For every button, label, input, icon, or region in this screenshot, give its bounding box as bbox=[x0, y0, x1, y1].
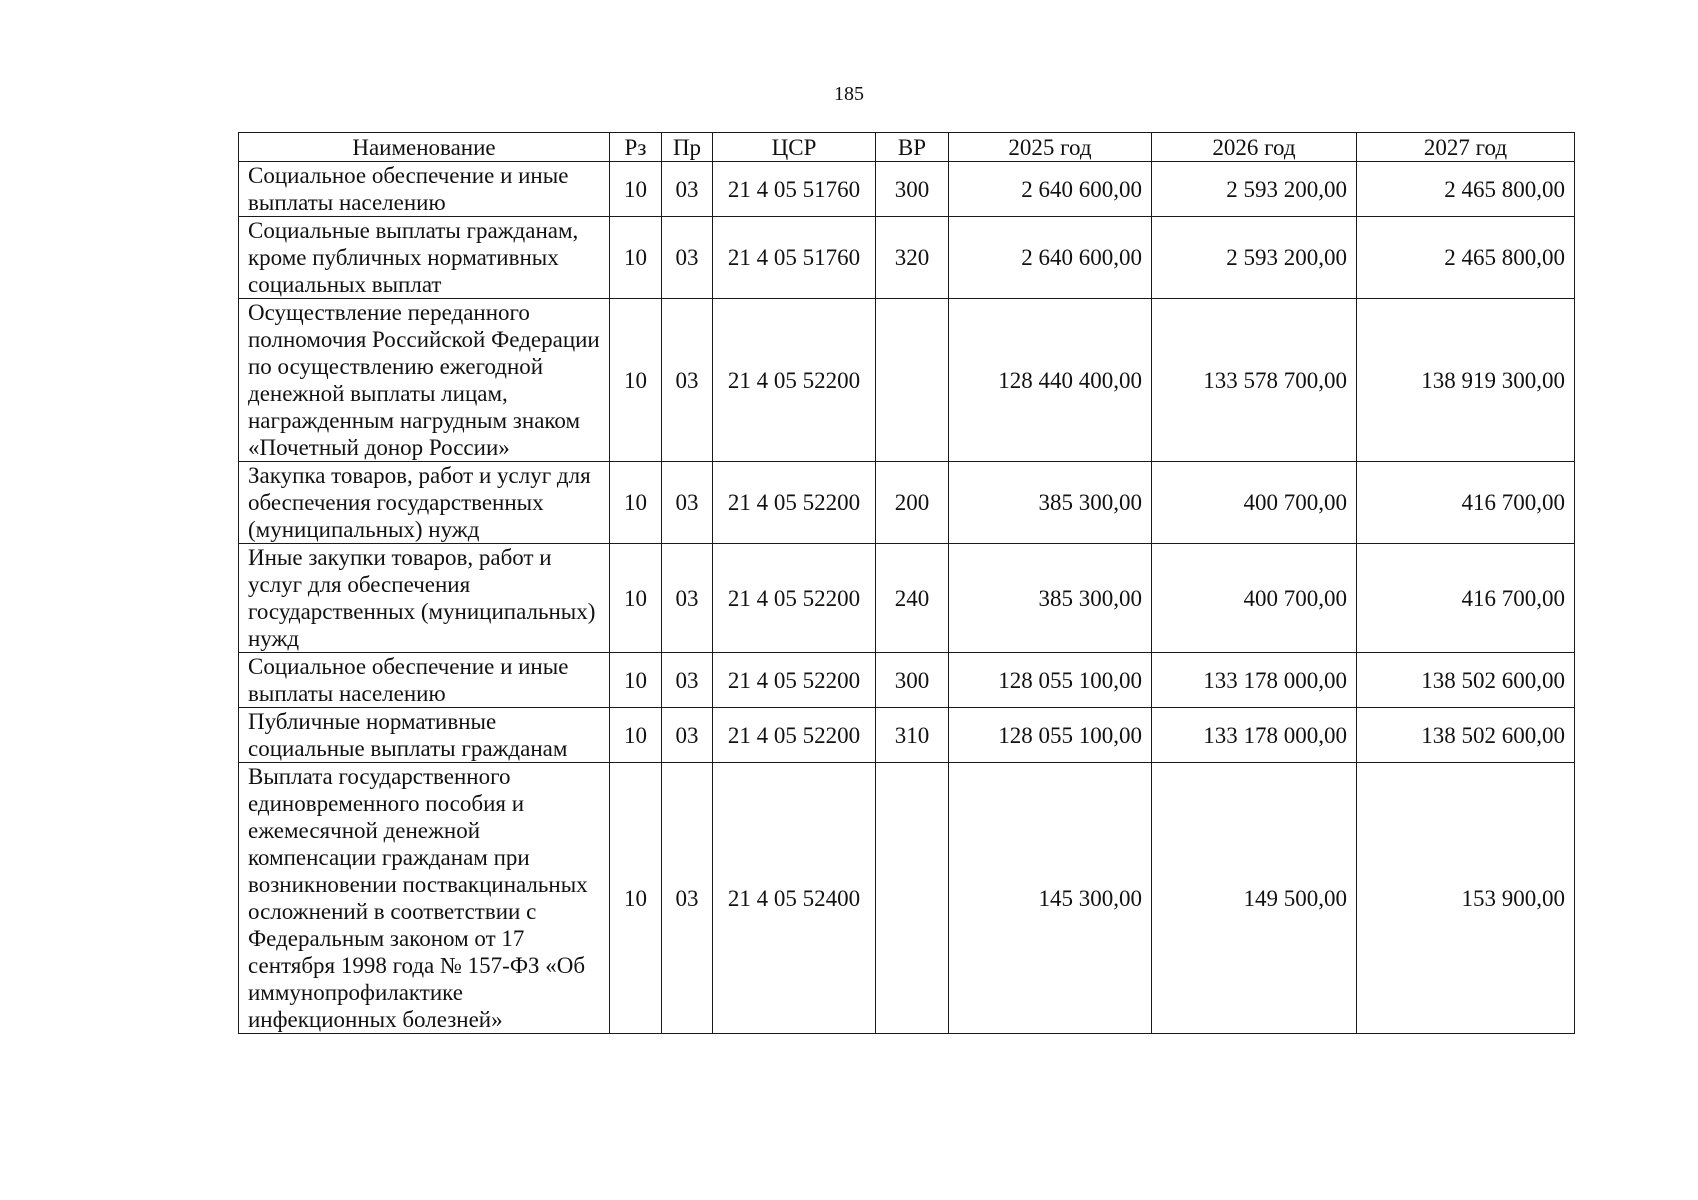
row-pr: 03 bbox=[662, 708, 713, 763]
row-amount-2025: 385 300,00 bbox=[949, 544, 1152, 653]
row-amount-2027: 2 465 800,00 bbox=[1357, 162, 1575, 217]
header-2026: 2026 год bbox=[1152, 133, 1357, 162]
row-amount-2026: 133 178 000,00 bbox=[1152, 708, 1357, 763]
row-rz: 10 bbox=[610, 299, 662, 462]
row-amount-2027: 138 502 600,00 bbox=[1357, 708, 1575, 763]
row-name: Осуществление переданного полномочия Российской Федерации по осуществлению ежегодной денежной выплаты лицам, награжденным нагрудным знаком «Почетный донор России» bbox=[239, 299, 610, 462]
row-csr: 21 4 05 52200 bbox=[713, 544, 876, 653]
table-row bbox=[239, 708, 1575, 763]
row-vr: 300 bbox=[876, 653, 949, 708]
header-name: Наименование bbox=[239, 133, 610, 162]
table-row bbox=[239, 653, 1575, 708]
row-pr: 03 bbox=[662, 544, 713, 653]
row-amount-2025: 2 640 600,00 bbox=[949, 162, 1152, 217]
row-amount-2025: 128 055 100,00 bbox=[949, 708, 1152, 763]
row-amount-2026: 400 700,00 bbox=[1152, 462, 1357, 544]
row-pr: 03 bbox=[662, 653, 713, 708]
row-rz: 10 bbox=[610, 462, 662, 544]
row-rz: 10 bbox=[610, 162, 662, 217]
table-header-row bbox=[239, 133, 1575, 162]
row-pr: 03 bbox=[662, 217, 713, 299]
row-vr: 200 bbox=[876, 462, 949, 544]
row-vr: 320 bbox=[876, 217, 949, 299]
row-name: Иные закупки товаров, работ и услуг для обеспечения государственных (муниципальных) нужд bbox=[239, 544, 610, 653]
row-amount-2025: 2 640 600,00 bbox=[949, 217, 1152, 299]
header-csr: ЦСР bbox=[713, 133, 876, 162]
row-csr: 21 4 05 52200 bbox=[713, 299, 876, 462]
row-name: Социальное обеспечение и иные выплаты населению bbox=[239, 653, 610, 708]
row-pr: 03 bbox=[662, 162, 713, 217]
row-name: Публичные нормативные социальные выплаты гражданам bbox=[239, 708, 610, 763]
row-amount-2027: 416 700,00 bbox=[1357, 462, 1575, 544]
row-name: Социальные выплаты гражданам, кроме публичных нормативных социальных выплат bbox=[239, 217, 610, 299]
row-rz: 10 bbox=[610, 653, 662, 708]
row-csr: 21 4 05 52200 bbox=[713, 653, 876, 708]
row-amount-2026: 133 178 000,00 bbox=[1152, 653, 1357, 708]
row-rz: 10 bbox=[610, 217, 662, 299]
row-vr: 240 bbox=[876, 544, 949, 653]
row-vr bbox=[876, 299, 949, 462]
header-vr: ВР bbox=[876, 133, 949, 162]
budget-table bbox=[238, 132, 1575, 1034]
row-pr: 03 bbox=[662, 763, 713, 1034]
row-vr bbox=[876, 763, 949, 1034]
row-amount-2027: 138 502 600,00 bbox=[1357, 653, 1575, 708]
row-amount-2025: 128 440 400,00 bbox=[949, 299, 1152, 462]
row-vr: 310 bbox=[876, 708, 949, 763]
row-amount-2025: 385 300,00 bbox=[949, 462, 1152, 544]
table-row bbox=[239, 217, 1575, 299]
table-row bbox=[239, 299, 1575, 462]
row-csr: 21 4 05 52200 bbox=[713, 708, 876, 763]
row-amount-2026: 2 593 200,00 bbox=[1152, 162, 1357, 217]
row-csr: 21 4 05 52400 bbox=[713, 763, 876, 1034]
row-name: Выплата государственного единовременного пособия и ежемесячной денежной компенсации гражданам при возникновении поствакцинальных осложнений в соответствии с Федеральным законом от 17 сентября 1998 года № 157-ФЗ «Об иммунопрофилактике инфекционных болезней» bbox=[239, 763, 610, 1034]
table-row bbox=[239, 462, 1575, 544]
row-pr: 03 bbox=[662, 299, 713, 462]
row-rz: 10 bbox=[610, 544, 662, 653]
row-csr: 21 4 05 51760 bbox=[713, 217, 876, 299]
row-amount-2026: 2 593 200,00 bbox=[1152, 217, 1357, 299]
table-row bbox=[239, 544, 1575, 653]
row-pr: 03 bbox=[662, 462, 713, 544]
header-pr: Пр bbox=[662, 133, 713, 162]
row-amount-2026: 400 700,00 bbox=[1152, 544, 1357, 653]
header-2025: 2025 год bbox=[949, 133, 1152, 162]
page-number: 185 bbox=[834, 83, 864, 105]
row-csr: 21 4 05 52200 bbox=[713, 462, 876, 544]
row-amount-2027: 2 465 800,00 bbox=[1357, 217, 1575, 299]
header-2027: 2027 год bbox=[1357, 133, 1575, 162]
row-amount-2026: 133 578 700,00 bbox=[1152, 299, 1357, 462]
row-csr: 21 4 05 51760 bbox=[713, 162, 876, 217]
row-name: Закупка товаров, работ и услуг для обеспечения государственных (муниципальных) нужд bbox=[239, 462, 610, 544]
row-vr: 300 bbox=[876, 162, 949, 217]
table-row bbox=[239, 162, 1575, 217]
row-rz: 10 bbox=[610, 763, 662, 1034]
row-amount-2026: 149 500,00 bbox=[1152, 763, 1357, 1034]
row-amount-2027: 153 900,00 bbox=[1357, 763, 1575, 1034]
row-amount-2027: 416 700,00 bbox=[1357, 544, 1575, 653]
row-amount-2025: 128 055 100,00 bbox=[949, 653, 1152, 708]
row-amount-2025: 145 300,00 bbox=[949, 763, 1152, 1034]
row-name: Социальное обеспечение и иные выплаты населению bbox=[239, 162, 610, 217]
row-rz: 10 bbox=[610, 708, 662, 763]
table-row bbox=[239, 763, 1575, 1034]
header-rz: Рз bbox=[610, 133, 662, 162]
row-amount-2027: 138 919 300,00 bbox=[1357, 299, 1575, 462]
